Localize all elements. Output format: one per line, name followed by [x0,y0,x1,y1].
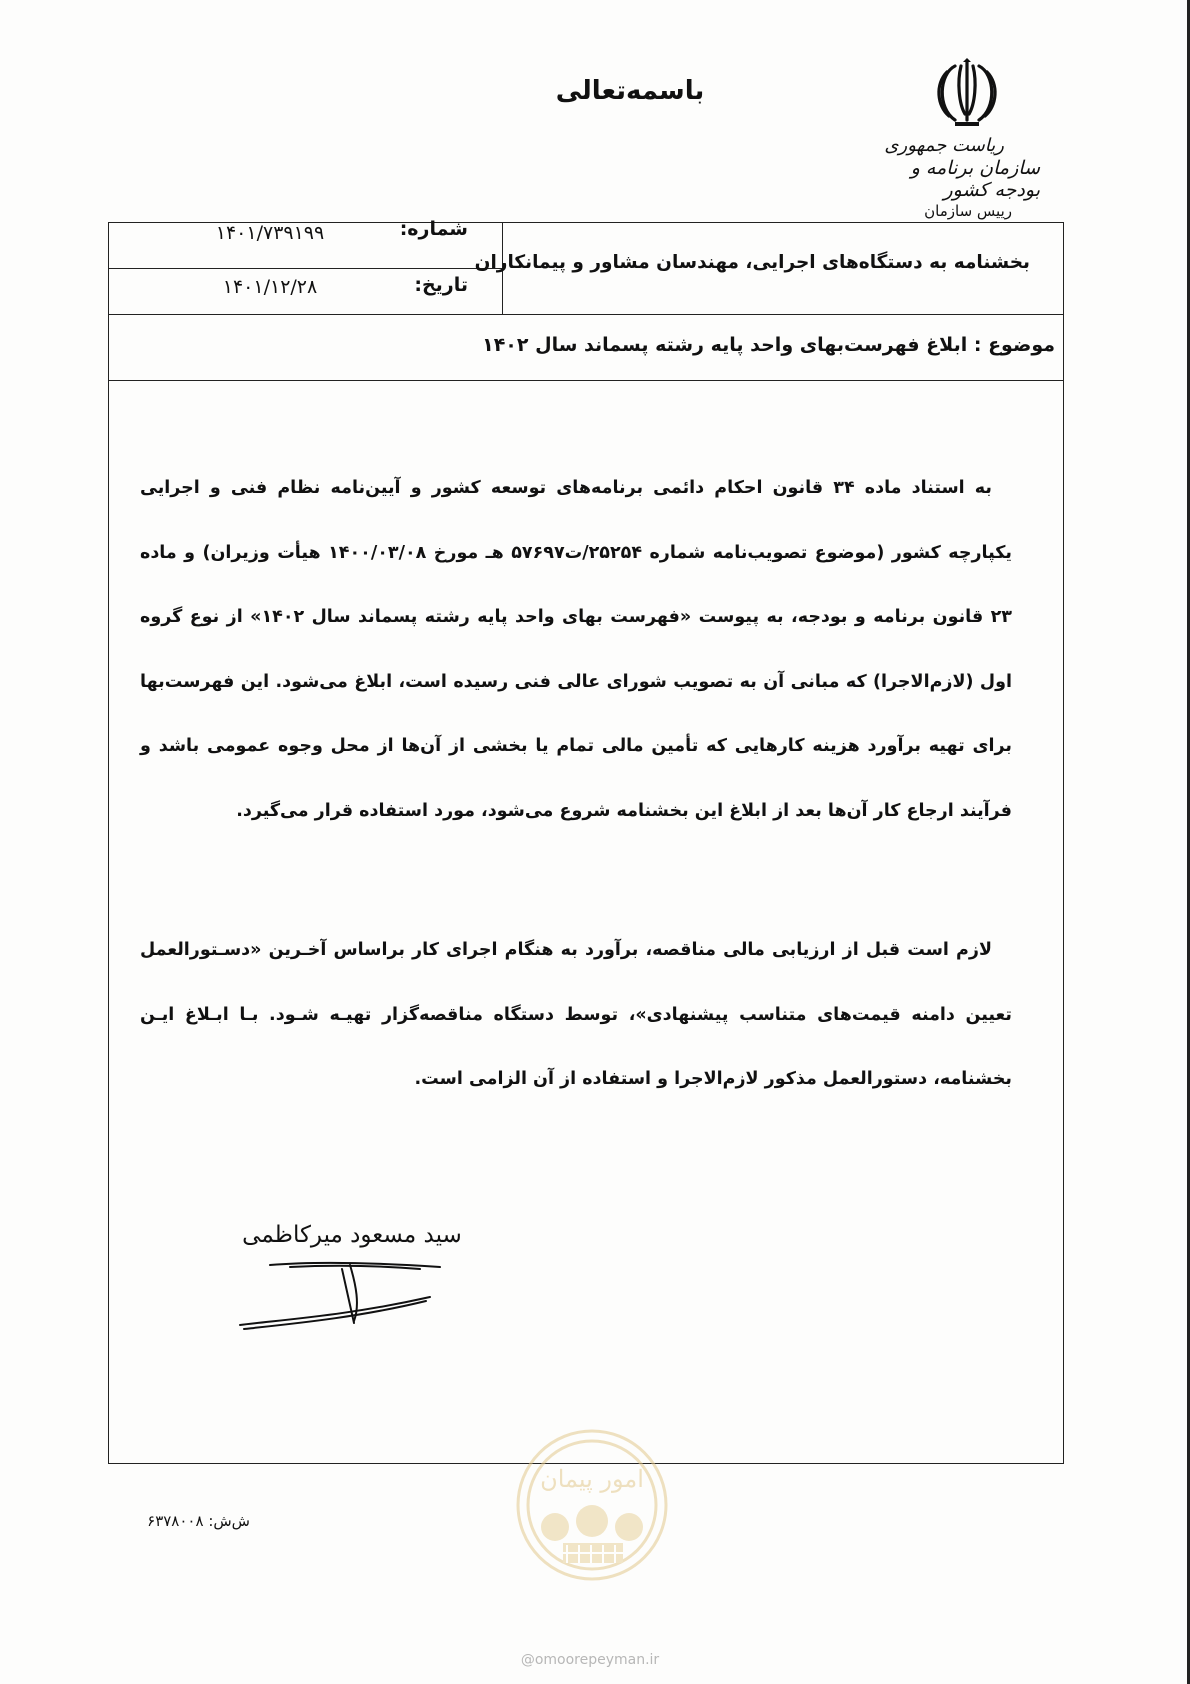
page-title: باسمه‌تعالی [555,76,705,106]
body-paragraph-2: لازم است قبل از ارزیابی مالی مناقصه، برآورد به هنگام اجرای کار براساس آخـرین «دسـتورالعمل تعیین دامنه قیمت‌های متناسب پیشنهادی»، توسط دستگاه مناقصه‌گزار تهیـه شـود. بـا ابـلاغ ایـن بخشنامه، دستورالعمل مذکور لازم‌الاجرا و استفاده از آن الزامی است. [140,940,1012,1089]
number-value: ۱۴۰۱/۷۳۹۱۹۹ [215,222,325,244]
date-label: تاریخ: [414,274,468,296]
date-value: ۱۴۰۱/۱۲/۲۸ [222,276,318,298]
org-line-organization: سازمان برنامه و بودجه کشور [910,156,1040,202]
watermark-logo-text: امور پیمان [540,1465,644,1493]
signer-name: سید مسعود میرکاظمی [242,1222,462,1248]
organization-block [865,135,1040,220]
org-line-presidency: ریاست جمهوری [884,135,1004,156]
number-label: شماره: [399,218,468,240]
header-divider [108,314,1064,315]
watermark-site: @omoorepeyman.ir [520,1652,660,1668]
body-paragraph-1: به استناد ماده ۳۴ قانون احکام دائمی برنامه‌های توسعه کشور و آیین‌نامه نظام فنی و اجرایی یکپارچه کشور (موضوع تصویب‌نامه شماره ۲۵۲۵۴/ت۵۷۶۹۷ هـ مورخ ۱۴۰۰/۰۳/۰۸ هیأت وزیران) و ماده ۲۳ قانون برنامه و بودجه، به پیوست «فهرست بهای واحد پایه رشته پسماند سال ۱۴۰۲» از نوع گروه اول (لازم‌الاجرا) که مبانی آن به تصویب شورای عالی فنی رسیده است، ابلاغ می‌شود. این فهرست‌بها برای تهیه برآورد هزینه کارهایی که تأمین مالی تمام یا بخشی از آن‌ها از محل وجوه عمومی باشد و فرآیند ارجاع کار آن‌ها بعد از ابلاغ این بخشنامه شروع می‌شود، مورد استفاده قرار می‌گیرد. [140,478,1012,821]
meta-divider [108,268,502,269]
subject-line: موضوع : ابلاغ فهرست‌بهای واحد پایه رشته پسماند سال ۱۴۰۲ [482,334,1055,356]
handwritten-signature [230,1255,480,1335]
footer-code: ش‌ش: ۶۳۷۸۰۰۸ [147,1512,250,1530]
subject-divider [108,380,1064,381]
org-line-head: رییس سازمان [924,202,1012,221]
watermark-logo [505,1425,680,1585]
recipient-line: بخشنامه به دستگاه‌های اجرایی، مهندسان مشاور و پیمانکاران [474,252,1030,273]
iran-emblem-icon [925,58,1009,130]
